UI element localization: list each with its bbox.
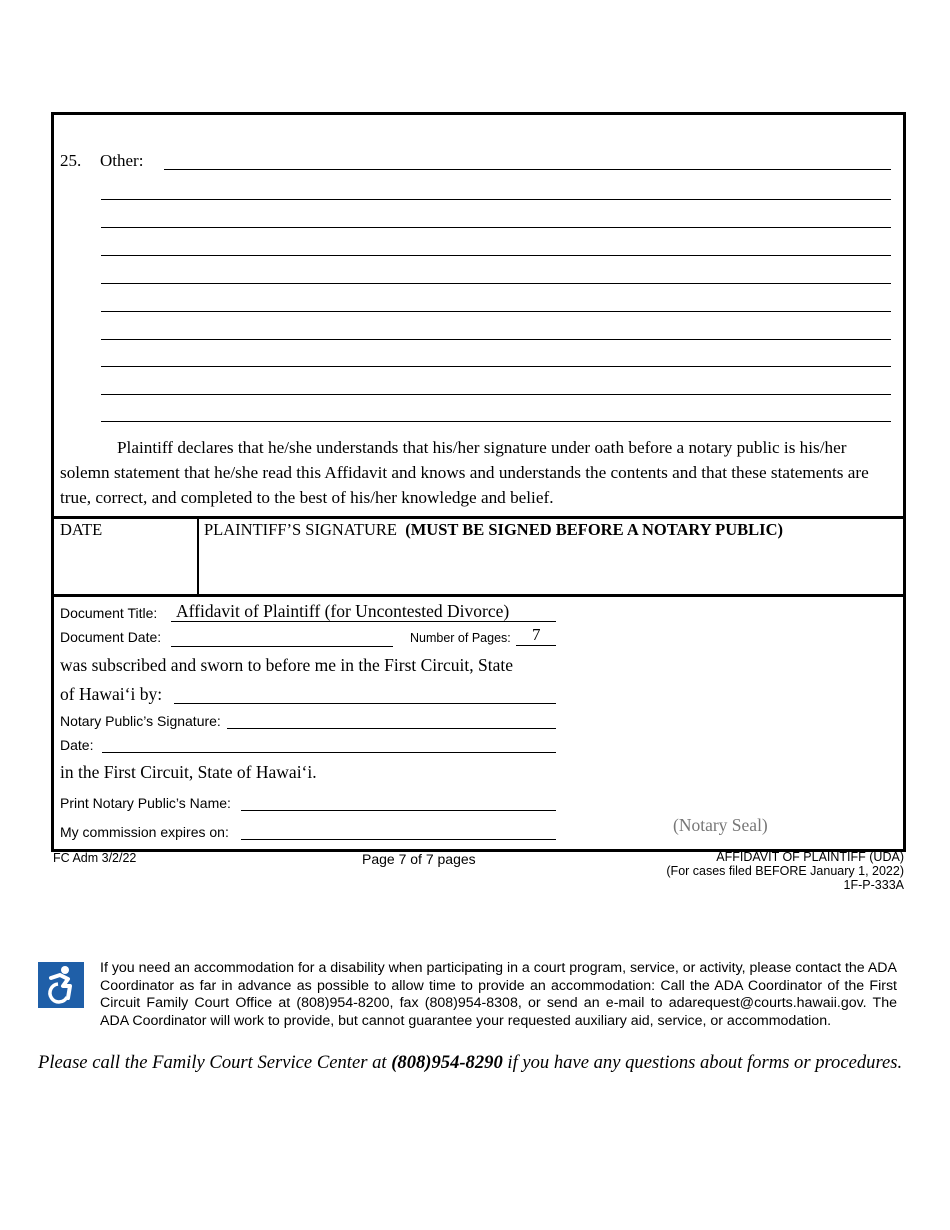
number-of-pages-label: Number of Pages: xyxy=(410,631,511,645)
page-number: Page 7 of 7 pages xyxy=(362,851,476,867)
column-divider xyxy=(197,516,199,594)
other-line-9[interactable] xyxy=(101,394,891,395)
other-line-2[interactable] xyxy=(101,199,891,200)
other-label: Other: xyxy=(100,151,144,170)
commission-label: My commission expires on: xyxy=(60,824,229,840)
notary-signature-label: Notary Public’s Signature: xyxy=(60,713,221,729)
other-line-8[interactable] xyxy=(101,366,891,367)
sworn-line-1: was subscribed and sworn to before me in the First Circuit, State xyxy=(60,655,513,675)
form-number: 1F-P-333A xyxy=(843,878,904,892)
signature-note: (MUST BE SIGNED BEFORE A NOTARY PUBLIC) xyxy=(405,520,783,539)
document-title-line[interactable] xyxy=(171,621,556,622)
other-line-10[interactable] xyxy=(101,421,891,422)
print-name-label: Print Notary Public’s Name: xyxy=(60,795,231,811)
circuit-line: in the First Circuit, State of Hawai‘i. xyxy=(60,762,317,782)
affiant-name-line[interactable] xyxy=(174,703,556,704)
form-title: AFFIDAVIT OF PLAINTIFF (UDA) xyxy=(716,850,904,864)
other-line-5[interactable] xyxy=(101,283,891,284)
document-title-value: Affidavit of Plaintiff (for Uncontested Divorce) xyxy=(176,601,510,621)
notary-seal-label: (Notary Seal) xyxy=(673,815,768,835)
document-date-label: Document Date: xyxy=(60,629,162,645)
declaration-text: Plaintiff declares that he/she understands that his/her signature under oath before a notary public is his/her solemn statement that he/she read this Affidavit and knows and understands the contents and that these statements are true, correct, and completed to the best of his/her knowledge and belief. xyxy=(60,438,869,507)
document-date-line[interactable] xyxy=(171,646,393,647)
form-title-block xyxy=(666,850,904,892)
date-label: DATE xyxy=(60,520,103,539)
divider xyxy=(54,516,903,519)
divider xyxy=(54,594,903,597)
accessibility-icon xyxy=(38,962,84,1008)
other-line-6[interactable] xyxy=(101,311,891,312)
notary-signature-line[interactable] xyxy=(227,728,556,729)
contact-line: Please call the Family Court Service Center at (808)954-8290 if you have any questions about forms or procedures. xyxy=(38,1052,903,1073)
other-line-7[interactable] xyxy=(101,339,891,340)
sworn-line-2: of Hawai‘i by: xyxy=(60,684,163,704)
number-of-pages-line[interactable] xyxy=(516,645,556,646)
commission-line[interactable] xyxy=(241,839,556,840)
affidavit-form-frame xyxy=(51,112,906,852)
other-line-1[interactable] xyxy=(164,169,891,170)
other-line-4[interactable] xyxy=(101,255,891,256)
print-name-line[interactable] xyxy=(241,810,556,811)
contact-phone: (808)954-8290 xyxy=(391,1052,503,1073)
item-number: 25. xyxy=(60,151,82,170)
ada-notice: If you need an accommodation for a disability when participating in a court program, service, or activity, please contact the ADA Coordinator as far in advance as possible to allow time to provide an accommodation: Call the ADA Coordinator of the First Circuit Family Court Office at (808)954-8200, fax (808)954-8308, or send an e-mail to adarequest@courts.hawaii.gov. The ADA Coordinator will work to provide, but cannot guarantee your requested auxiliary aid, service, or accommodation. xyxy=(100,960,898,1029)
number-of-pages-value: 7 xyxy=(532,625,541,644)
plaintiff-signature-label[interactable]: PLAINTIFF’S SIGNATURE (MUST BE SIGNED BEFORE A NOTARY PUBLIC) xyxy=(204,520,783,539)
notary-date-label: Date: xyxy=(60,737,94,753)
document-title-label: Document Title: xyxy=(60,605,158,621)
other-line-3[interactable] xyxy=(101,227,891,228)
notary-date-line[interactable] xyxy=(102,752,556,753)
form-revision: FC Adm 3/2/22 xyxy=(53,851,137,865)
form-subtitle: (For cases filed BEFORE January 1, 2022) xyxy=(666,864,904,878)
